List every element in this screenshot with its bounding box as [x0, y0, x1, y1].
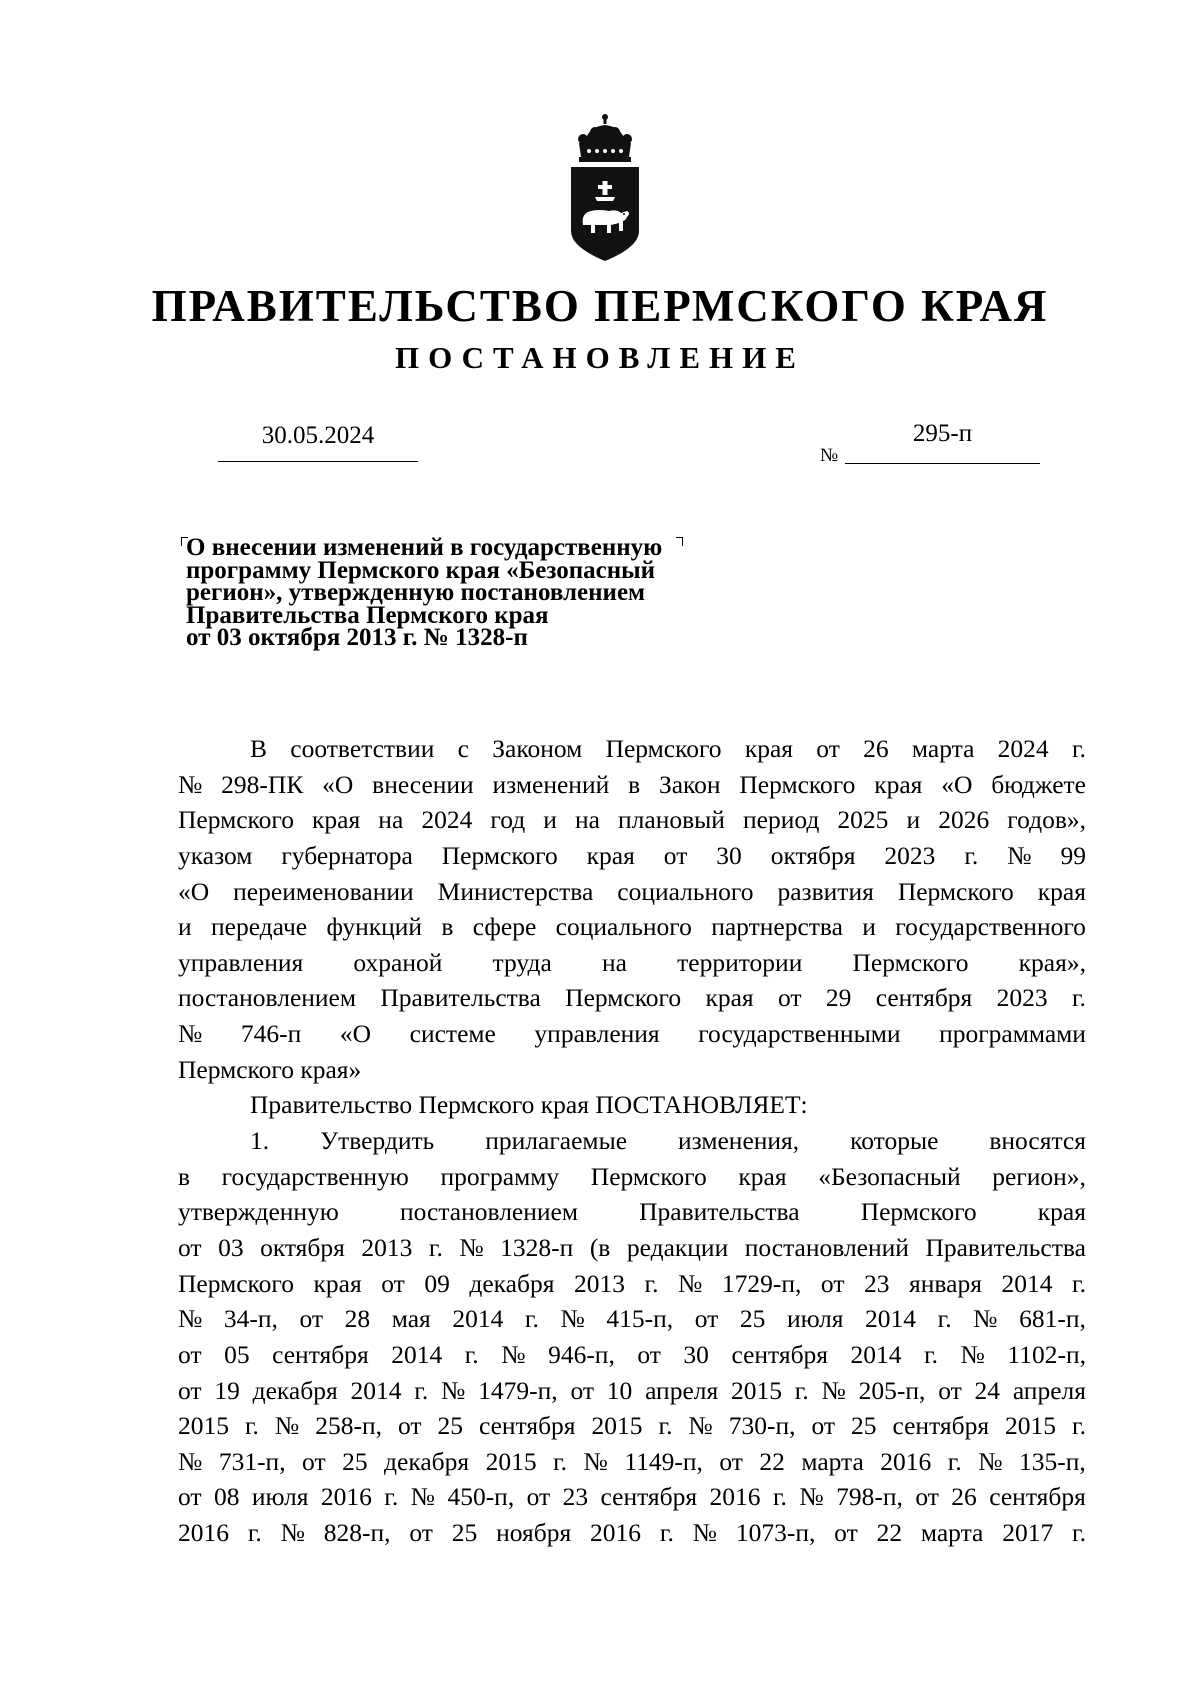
body-word: края»,	[1018, 947, 1086, 977]
body-word: от	[302, 1446, 326, 1476]
body-word: от	[694, 1304, 719, 1334]
body-word: 2024	[421, 805, 473, 835]
body-word: 30	[716, 840, 742, 870]
body-word: декабря	[469, 1268, 555, 1298]
body-word: г.	[1072, 1411, 1086, 1441]
body-word: на	[602, 947, 627, 977]
body-word: постановлением	[399, 1197, 578, 1227]
body-line	[178, 767, 1086, 803]
body-line	[178, 1479, 1086, 1515]
body-word: сентября	[875, 983, 973, 1013]
body-word: края	[1037, 1197, 1086, 1227]
body-word: Пермского	[565, 983, 682, 1013]
subject-line: программу Пермского края «Безопасный	[186, 556, 656, 584]
body-word: от	[397, 1411, 422, 1441]
body-word: 946-п,	[548, 1339, 615, 1369]
body-word: 25	[451, 1518, 478, 1548]
body-word: г.	[659, 1518, 674, 1548]
body-word: сентября	[731, 1339, 829, 1369]
body-word: государственную	[221, 1161, 409, 1191]
body-word: и	[862, 912, 876, 942]
body-word: 798-п,	[836, 1482, 903, 1512]
body-word: сентября	[600, 1482, 698, 1512]
body-word: социального	[555, 912, 692, 942]
body-word: социального	[617, 876, 754, 906]
body-word: июля	[251, 1482, 309, 1512]
document-type: ПОСТАНОВЛЕНИЕ	[395, 340, 805, 375]
subject-line: регион», утвержденную постановлением	[186, 579, 646, 606]
body-word: края	[586, 840, 635, 870]
body-word: системе	[409, 1019, 496, 1049]
body-word: сентября	[478, 1411, 576, 1441]
body-word: 10	[606, 1375, 633, 1405]
body-word: №	[280, 1518, 305, 1548]
body-word: от	[178, 1375, 202, 1405]
body-word: «О	[339, 1019, 372, 1049]
body-word: и	[178, 912, 192, 942]
body-word: «О	[322, 769, 354, 799]
body-word: 2014	[452, 1304, 504, 1334]
body-line	[178, 1123, 1086, 1159]
body-word: губернатора	[281, 840, 413, 870]
body-word: 1729-п,	[721, 1268, 802, 1298]
body-word: программу	[440, 1161, 560, 1191]
body-word: 415-п,	[606, 1304, 674, 1334]
body-word: №	[178, 1304, 203, 1334]
body-word: 2016	[320, 1482, 372, 1512]
body-word: №	[960, 1339, 985, 1369]
body-word: Пермского края»	[178, 1054, 362, 1084]
coat-of-arms-icon	[565, 113, 645, 263]
body-line	[178, 1337, 1086, 1373]
body-word: октября	[260, 1232, 345, 1262]
body-word: изменения,	[677, 1126, 800, 1156]
body-word: 2026	[938, 805, 990, 835]
body-word: января	[909, 1268, 982, 1298]
body-word: №	[583, 1446, 608, 1476]
body-word: 34-п,	[223, 1304, 278, 1334]
body-word: Министерства	[437, 876, 594, 906]
body-word: г.	[1071, 734, 1086, 763]
body-word: Пермского	[860, 1197, 977, 1227]
body-word: государственного	[895, 912, 1086, 942]
date-underline	[218, 461, 418, 462]
body-word: годов»,	[1007, 805, 1086, 835]
body-line	[178, 1444, 1086, 1480]
body-line	[178, 1515, 1086, 1551]
body-word: партнерства	[711, 912, 843, 942]
body-word: №	[799, 1482, 824, 1512]
body-word: 450-п,	[447, 1482, 515, 1512]
body-word: №	[560, 1304, 585, 1334]
body-word: управления	[534, 1019, 660, 1049]
body-word: г.	[947, 1446, 962, 1476]
body-word: 2025	[837, 805, 889, 835]
body-line	[178, 909, 1086, 945]
body-word: г.	[937, 1304, 952, 1334]
body-word: №	[501, 1339, 526, 1369]
body-word: 2015	[485, 1446, 537, 1476]
body-word: №	[178, 1019, 203, 1049]
body-word: 03	[218, 1232, 244, 1262]
body-word: указом	[178, 840, 253, 870]
body-word: г.	[1072, 1268, 1086, 1298]
body-word: края	[874, 769, 923, 799]
document-subject	[186, 534, 746, 651]
body-line	[178, 1408, 1086, 1444]
body-word: Правительства	[639, 1197, 800, 1227]
body-word: края	[1037, 876, 1086, 906]
body-word: 828-п,	[323, 1518, 391, 1548]
body-word: 22	[759, 1446, 785, 1476]
body-word: 30	[683, 1339, 709, 1369]
body-word: охраной	[353, 947, 443, 977]
body-line	[178, 1230, 1086, 1266]
body-word: прилагаемые	[485, 1126, 628, 1156]
body-word: Закон	[658, 769, 721, 799]
body-word: №	[459, 1232, 484, 1262]
body-word: 681-п,	[1019, 1304, 1086, 1334]
document-number: 295-п	[912, 420, 973, 447]
body-word: 09	[424, 1268, 450, 1298]
body-word: 2023	[996, 983, 1048, 1013]
body-word: «О	[178, 876, 210, 906]
body-word: г.	[414, 1375, 429, 1405]
body-word: 2016	[590, 1518, 642, 1548]
body-word: 1479-п,	[478, 1375, 558, 1405]
body-word: 2015	[591, 1411, 643, 1441]
body-word: 746-п	[240, 1019, 302, 1049]
body-line	[178, 945, 1086, 981]
body-word: утвержденную	[178, 1197, 339, 1227]
body-word: В	[250, 734, 268, 763]
body-word: №	[678, 1268, 703, 1298]
body-line	[178, 1087, 1086, 1123]
body-word: от	[526, 1482, 551, 1512]
body-word: которые	[850, 1126, 939, 1156]
body-word: 25	[739, 1304, 766, 1334]
body-word: Пермского	[178, 1268, 294, 1298]
body-word: марта	[911, 734, 975, 763]
body-line	[178, 980, 1086, 1016]
body-word: №	[1007, 840, 1032, 870]
number-underline	[845, 463, 1040, 464]
body-word: г.	[964, 840, 979, 870]
body-word: развития	[777, 876, 874, 906]
body-word: переименовании	[233, 876, 414, 906]
body-word: №	[410, 1482, 436, 1512]
body-word: 28	[344, 1304, 371, 1334]
body-word: программами	[939, 1019, 1086, 1049]
body-word: г.	[644, 1268, 659, 1298]
body-word: 2015	[1005, 1411, 1057, 1441]
body-word: Пермского	[590, 1161, 707, 1191]
body-word: 205-п,	[858, 1375, 926, 1405]
body-word: декабря	[384, 1446, 470, 1476]
body-word: постановлений	[744, 1232, 909, 1262]
body-line	[178, 838, 1086, 874]
body-word: 2014	[850, 1339, 902, 1369]
body-word: функций	[326, 912, 423, 942]
body-word: №	[692, 1518, 717, 1548]
body-word: регион»,	[992, 1161, 1086, 1191]
body-word: 2016	[880, 1446, 932, 1476]
body-word: декабря	[252, 1375, 338, 1405]
body-word: края	[744, 734, 794, 763]
body-word: 2014	[865, 1304, 917, 1334]
body-word: №	[178, 1446, 203, 1476]
body-word: г.	[1071, 983, 1086, 1013]
body-word: Правительство Пермского края ПОСТАНОВЛЯЕТ:	[250, 1090, 808, 1120]
body-word: от	[777, 983, 802, 1013]
body-word: №	[688, 1411, 713, 1441]
body-word: июля	[786, 1304, 844, 1334]
body-word: год	[490, 805, 526, 835]
body-word: Пермского	[178, 805, 294, 835]
body-word: 258-п,	[315, 1411, 382, 1441]
body-word: и	[906, 805, 921, 835]
body-word: вносятся	[989, 1126, 1086, 1156]
body-word: октября	[770, 840, 856, 870]
body-word: Пермского	[852, 947, 969, 977]
body-word: г.	[247, 1518, 262, 1548]
body-word: 25	[342, 1446, 368, 1476]
body-word: от	[381, 1268, 405, 1298]
body-word: 05	[224, 1339, 250, 1369]
body-word: г.	[428, 1232, 443, 1262]
body-word: 24	[974, 1375, 1001, 1405]
body-word: сентября	[892, 1411, 990, 1441]
body-word: апреля	[645, 1375, 719, 1405]
body-line	[178, 802, 1086, 838]
body-word: 2013	[361, 1232, 413, 1262]
body-word: от	[409, 1518, 433, 1548]
body-word: края	[705, 983, 754, 1013]
body-word: марта	[920, 1518, 984, 1548]
body-word: марта	[801, 1446, 864, 1476]
subject-line: Правительства Пермского края	[186, 601, 549, 629]
body-word: 26	[863, 734, 889, 763]
body-word: изменений	[492, 769, 610, 799]
body-word: г.	[553, 1446, 568, 1476]
body-word: Правительства	[380, 983, 541, 1013]
body-word: 23	[562, 1482, 589, 1512]
body-word: края	[312, 805, 361, 835]
body-line	[178, 1266, 1086, 1302]
body-word: в	[178, 1161, 191, 1191]
body-line	[178, 1301, 1086, 1337]
body-word: 26	[951, 1482, 977, 1512]
body-word: управления	[178, 947, 304, 977]
body-word: от	[938, 1375, 962, 1405]
document-body	[178, 731, 1086, 1551]
body-word: от	[299, 1304, 324, 1334]
body-word: края	[738, 1161, 787, 1191]
body-word: от	[719, 1446, 743, 1476]
number-sign: №	[820, 445, 839, 466]
body-word: 135-п,	[1019, 1446, 1086, 1476]
body-word: 23	[864, 1268, 890, 1298]
body-word: период	[743, 805, 820, 835]
body-word: 29	[825, 983, 852, 1013]
body-word: Пермского	[441, 840, 558, 870]
body-word: Пермского	[897, 876, 1014, 906]
body-word: от	[178, 1232, 202, 1262]
body-word: 2014	[350, 1375, 402, 1405]
body-word: сентября	[272, 1339, 369, 1369]
body-word: Пермского	[739, 769, 856, 799]
body-line	[178, 1373, 1086, 1409]
body-word: 2014	[391, 1339, 443, 1369]
body-word: передаче	[210, 912, 308, 942]
body-word: г.	[924, 1339, 939, 1369]
body-word: г.	[1072, 1518, 1086, 1548]
body-word: соответствии	[290, 734, 435, 763]
body-word: 2014	[1001, 1268, 1053, 1298]
body-word: г.	[244, 1411, 259, 1441]
body-word: мая	[391, 1304, 431, 1334]
body-word: сфере	[472, 912, 537, 942]
body-line	[178, 1159, 1086, 1195]
body-word: от	[570, 1375, 594, 1405]
body-word: 19	[214, 1375, 240, 1405]
body-word: в	[628, 769, 641, 799]
body-word: 1073-п,	[735, 1518, 816, 1548]
body-word: 08	[213, 1482, 240, 1512]
body-word: №	[821, 1375, 846, 1405]
body-word: №	[178, 769, 203, 799]
body-word: 2015	[178, 1411, 229, 1441]
body-word: от	[915, 1482, 939, 1512]
government-title: ПРАВИТЕЛЬСТВО ПЕРМСКОГО КРАЯ	[151, 281, 1049, 331]
body-word: края	[313, 1268, 362, 1298]
body-word: редакции	[626, 1232, 729, 1262]
body-word: от	[663, 840, 688, 870]
body-word: 2017	[1002, 1518, 1054, 1548]
body-word: г.	[794, 1375, 809, 1405]
body-line	[178, 1052, 1086, 1088]
body-word: от	[834, 1518, 858, 1548]
body-word: территории	[677, 947, 803, 977]
body-word: 730-п,	[728, 1411, 796, 1441]
body-word: ноября	[496, 1518, 572, 1548]
body-word: на	[378, 805, 404, 835]
body-word: бюджете	[991, 769, 1086, 799]
body-word: Утвердить	[320, 1126, 435, 1156]
body-line	[178, 1016, 1086, 1052]
body-word: от	[820, 1268, 845, 1298]
body-word: от	[811, 1411, 836, 1441]
body-word: 1.	[250, 1126, 270, 1156]
body-word: от	[178, 1339, 202, 1369]
body-word: (в	[589, 1232, 611, 1262]
body-word: и	[543, 805, 557, 835]
body-word: №	[441, 1375, 466, 1405]
body-word: постановлением	[178, 983, 357, 1013]
body-word: 2023	[884, 840, 936, 870]
body-word: №	[274, 1411, 300, 1441]
body-word: 1149-п,	[624, 1446, 703, 1476]
body-word: г.	[464, 1339, 479, 1369]
body-word: Правительства	[925, 1232, 1086, 1262]
body-word: на	[575, 805, 600, 835]
body-word: №	[978, 1446, 1003, 1476]
body-word: 731-п,	[218, 1446, 286, 1476]
body-word: от	[816, 734, 840, 763]
body-word: г.	[658, 1411, 673, 1441]
body-word: 2013	[573, 1268, 625, 1298]
body-line	[178, 1194, 1086, 1230]
body-word: 99	[1060, 840, 1086, 870]
body-word: 298-ПК	[221, 769, 304, 799]
body-word: г.	[772, 1482, 787, 1512]
body-word: труда	[492, 947, 552, 977]
body-word: сентября	[989, 1482, 1086, 1512]
body-word: от	[178, 1482, 202, 1512]
body-word: 2016	[178, 1518, 229, 1548]
body-word: плановый	[618, 805, 725, 835]
body-word: 22	[876, 1518, 903, 1548]
document-date: 30.05.2024	[261, 422, 375, 449]
body-word: 2015	[731, 1375, 782, 1405]
body-word: 2024	[997, 734, 1049, 763]
body-word: апреля	[1012, 1375, 1086, 1405]
body-word: в	[441, 912, 454, 942]
body-word: Пермского	[605, 734, 722, 763]
subject-line: от 03 октября 2013 г. № 1328-п	[186, 624, 528, 651]
body-word: с	[457, 734, 469, 763]
body-word: государственными	[698, 1019, 901, 1049]
body-word: 2016	[709, 1482, 761, 1512]
body-word: 1102-п,	[1007, 1339, 1086, 1369]
subject-line: О внесении изменений в государственную	[186, 534, 663, 561]
body-word: 25	[437, 1411, 463, 1441]
body-word: г.	[384, 1482, 399, 1512]
body-word: «Безопасный	[818, 1161, 961, 1191]
body-word: Законом	[492, 734, 583, 763]
body-line	[178, 874, 1086, 910]
body-word: от	[637, 1339, 661, 1369]
body-word: 25	[851, 1411, 877, 1441]
body-word: внесении	[372, 769, 474, 799]
body-word: №	[973, 1304, 998, 1334]
body-word: 1328-п	[500, 1232, 574, 1262]
body-word: «О	[941, 769, 973, 799]
body-line	[178, 731, 1086, 767]
body-word: г.	[524, 1304, 539, 1334]
